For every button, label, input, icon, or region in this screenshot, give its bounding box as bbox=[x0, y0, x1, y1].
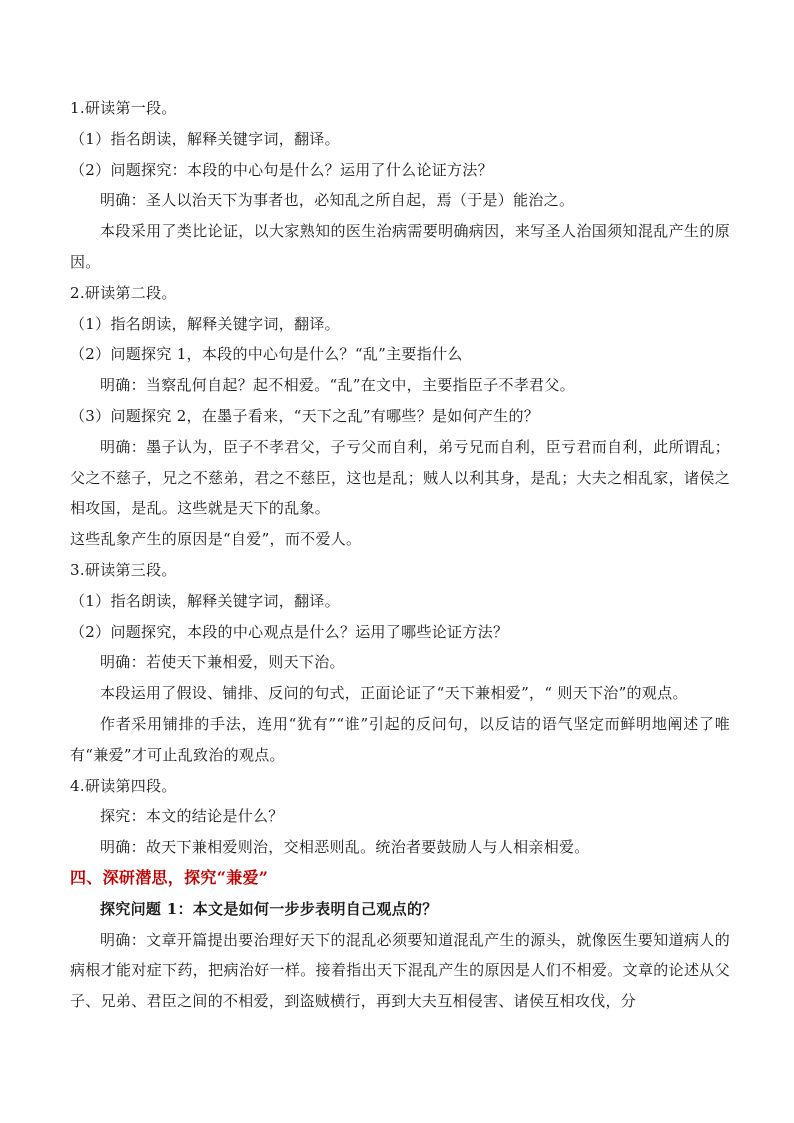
answer-paragraph: 明确：文章开篇提出要治理好天下的混乱必须要知道混乱产生的源头，就像医生要知道病人的病根才能对症下药，把病治好一样。接着指出天下混乱产生的原因是人们不相爱。文章的论述从父子、兄弟、君臣之间的不相爱，到盗贼横行，再到大夫互相侵害、诸侯互相攻伐，分 bbox=[70, 930, 730, 1011]
section-heading-3: 3.研读第三段。 bbox=[70, 560, 177, 579]
answer-paragraph: 明确：故天下兼相爱则治，交相恶则乱。统治者要鼓励人与人相亲相爱。 bbox=[100, 838, 590, 857]
chapter-heading: 四、深研潜思，探究“兼爱” bbox=[70, 867, 269, 887]
section-heading-4: 4.研读第四段。 bbox=[70, 776, 177, 795]
answer-paragraph: 明确：当察乱何自起？起不相爱。“乱”在文中，主要指臣子不孝君父。 bbox=[100, 376, 575, 395]
analysis-paragraph: 这些乱象产生的原因是“自爱”，而不爱人。 bbox=[70, 530, 362, 549]
analysis-paragraph: 作者采用铺排的手法，连用“犹有”“谁”引起的反问句，以反诘的语气坚定而鲜明地阐述了唯有“兼爱”才可止乱致治的观点。 bbox=[70, 714, 730, 764]
step-item: （3）问题探究 2，在墨子看来，“天下之乱”有哪些？是如何产生的？ bbox=[70, 406, 540, 425]
answer-paragraph: 明确：圣人以治天下为事者也，必知乱之所自起，焉（于是）能治之。 bbox=[100, 191, 575, 210]
analysis-paragraph: 本段运用了假设、铺排、反问的句式，正面论证了“天下兼相爱”，“ 则天下治”的观点。 bbox=[100, 684, 688, 703]
answer-paragraph: 明确：墨子认为，臣子不孝君父，子亏父而自利，弟亏兄而自利，臣亏君而自利，此所谓乱；父之不慈子，兄之不慈弟，君之不慈臣，这也是乱；贼人以利其身，是乱；大夫之相乱家，诸侯之相攻国，是乱。这些就是天下的乱象。 bbox=[70, 437, 730, 518]
section-heading-2: 2.研读第二段。 bbox=[70, 283, 177, 302]
answer-paragraph: 明确：若使天下兼相爱，则天下治。 bbox=[100, 653, 345, 672]
analysis-paragraph: 本段采用了类比论证，以大家熟知的医生治病需要明确病因，来写圣人治国须知混乱产生的原因。 bbox=[70, 222, 730, 271]
question-paragraph: 探究：本文的结论是什么？ bbox=[100, 807, 284, 826]
step-item: （1）指名朗读，解释关键字词，翻译。 bbox=[70, 591, 340, 610]
step-item: （1）指名朗读，解释关键字词，翻译。 bbox=[70, 129, 340, 148]
step-item: （2）问题探究：本段的中心句是什么？运用了什么论证方法？ bbox=[70, 160, 493, 179]
step-item: （2）问题探究，本段的中心观点是什么？运用了哪些论证方法？ bbox=[70, 622, 509, 641]
section-heading-1: 1.研读第一段。 bbox=[70, 99, 177, 117]
document-body bbox=[70, 93, 730, 1017]
step-item: （2）问题探究 1，本段的中心句是什么？“乱”主要指什么 bbox=[70, 345, 463, 364]
question-heading: 探究问题 1：本文是如何一步步表明自己观点的？ bbox=[100, 899, 438, 918]
step-item: （1）指名朗读，解释关键字词，翻译。 bbox=[70, 314, 340, 333]
